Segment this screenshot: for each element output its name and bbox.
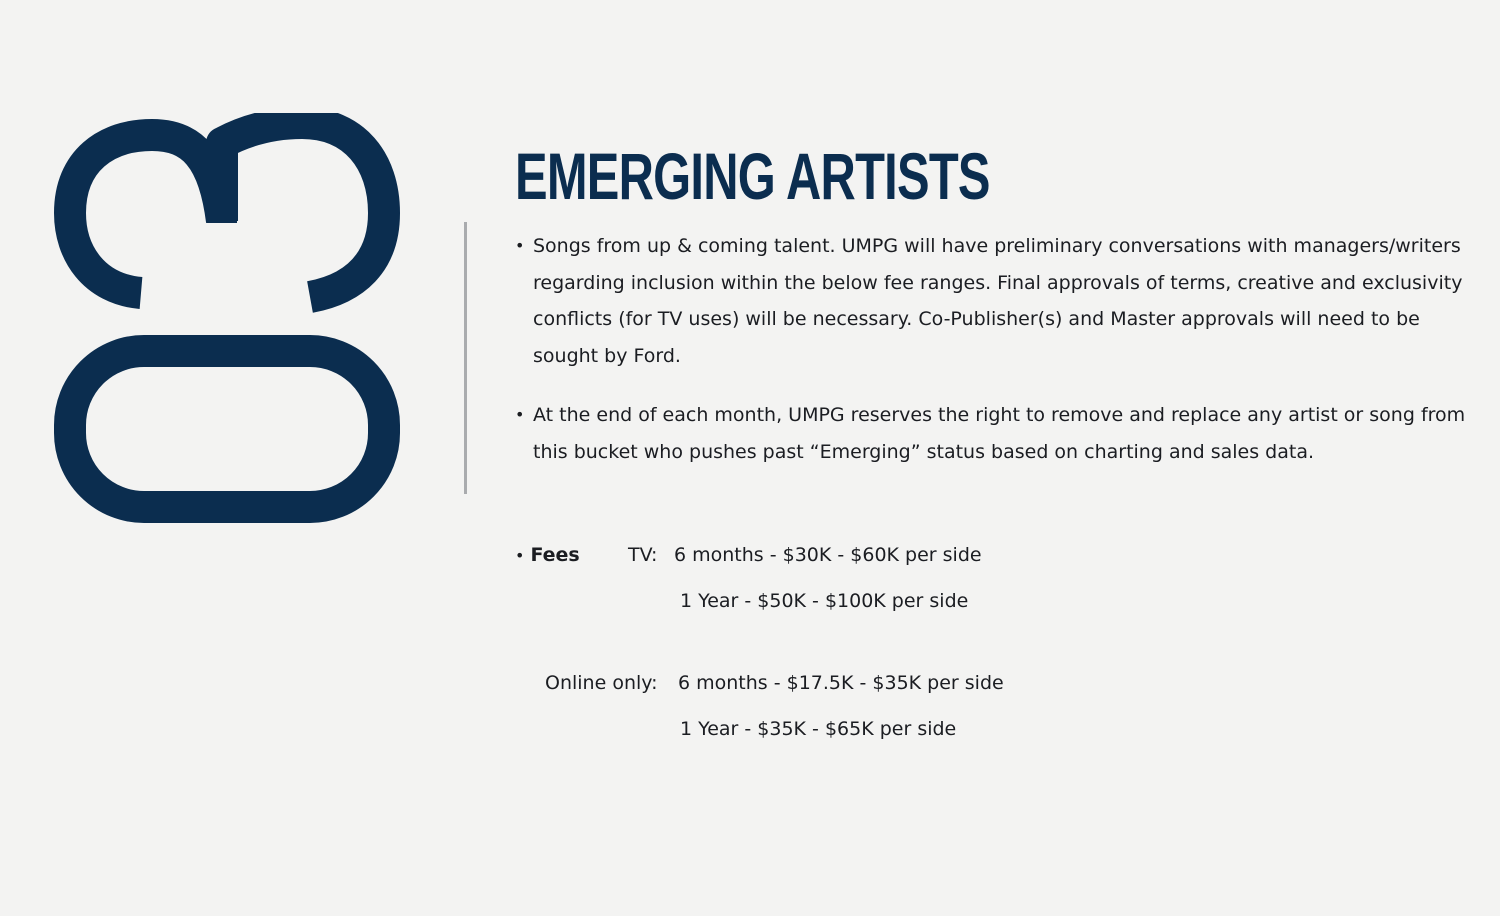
bullet-text: At the end of each month, UMPG reserves the right to remove and replace any artist or song from this bucket who pushes past “Emerging” status based on charting and sales data.: [533, 403, 1466, 463]
bullet-marker: •: [515, 546, 525, 565]
online-six-months-fee: 6 months - $17.5K - $35K per side: [678, 672, 1004, 694]
bullet-marker: •: [515, 404, 525, 424]
bullet-text: Songs from up & coming talent. UMPG will have preliminary conversations with managers/writers regarding inclusion within the below fee ranges. Final approvals of terms, creative and exclusivity conflicts (for TV uses) will be necessary. Co-Publisher(s) and Master approvals will need to be sought by Ford.: [533, 235, 1463, 368]
tv-one-year-fee: 1 Year - $50K - $100K per side: [680, 590, 969, 612]
online-label: Online only:: [545, 672, 658, 694]
fees-heading: [515, 540, 580, 571]
fees-label: Fees: [530, 544, 580, 566]
section-number-graphic: [54, 113, 400, 523]
tv-label: TV:: [628, 544, 658, 566]
bullet-item: [515, 397, 1475, 470]
vertical-divider: [464, 222, 467, 494]
section-title: EMERGING ARTISTS: [515, 139, 990, 213]
bullet-marker: •: [515, 236, 525, 255]
online-one-year-fee: 1 Year - $35K - $65K per side: [680, 718, 957, 740]
bullet-item: [515, 228, 1475, 375]
section-content: [515, 228, 1475, 470]
section-number: [54, 113, 400, 523]
tv-six-months-fee: 6 months - $30K - $60K per side: [674, 544, 982, 566]
